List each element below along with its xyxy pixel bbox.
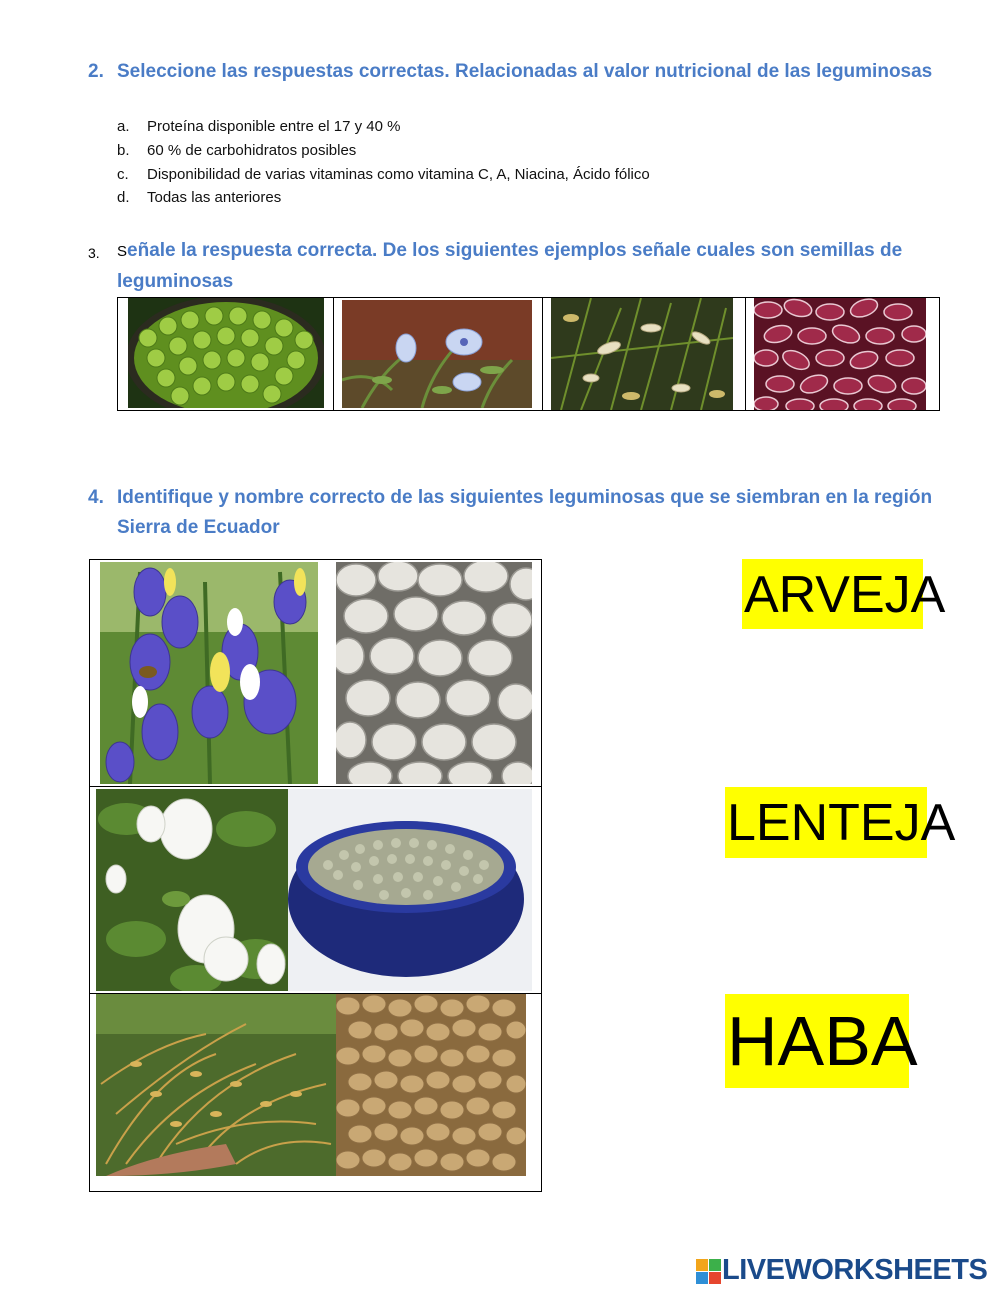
option-text: Proteína disponible entre el 17 y 40 % xyxy=(147,118,401,135)
answer-label-text: LENTEJA xyxy=(727,794,956,852)
legume-image-grid xyxy=(89,559,542,1192)
option-letter: b. xyxy=(117,141,130,159)
grid-row-3 xyxy=(90,994,541,1191)
dry-pods-photo xyxy=(551,298,733,410)
option-letter: c. xyxy=(117,165,129,183)
question-2-title xyxy=(88,57,948,87)
lentils-photo[interactable] xyxy=(336,994,526,1176)
legume-image-strip xyxy=(117,297,940,411)
white-beans-photo[interactable] xyxy=(336,562,532,784)
liveworksheets-logo-icon xyxy=(696,1259,722,1285)
question-number: 4. xyxy=(88,487,104,508)
red-kidney-beans-photo xyxy=(754,298,926,410)
image-cell-blue-flower[interactable] xyxy=(334,298,543,410)
image-cell-dry-pods[interactable] xyxy=(543,298,746,410)
question-text: eñale la respuesta correcta. De los siguientes ejemplos señale cuales son semillas de leguminosas xyxy=(117,240,903,292)
option-text: Disponibilidad de varias vitaminas como vitamina C, A, Niacina, Ácido fólico xyxy=(147,165,650,183)
question-number: 2. xyxy=(88,61,104,82)
green-peas-photo xyxy=(128,298,324,408)
answer-label-lenteja[interactable] xyxy=(725,787,956,858)
logo-text: LIVEWORKSHEETS xyxy=(722,1254,988,1286)
image-cell-red-beans[interactable] xyxy=(746,298,939,410)
question-text: Identifique y nombre correcto de las siguientes leguminosas que se siembran en la región Sierra de Ecuador xyxy=(117,487,933,538)
blue-flower-photo xyxy=(342,300,532,408)
question-first-letter: S xyxy=(117,243,128,260)
dry-lentil-plants-photo[interactable] xyxy=(96,994,336,1176)
bowl-of-dry-peas-photo[interactable] xyxy=(288,789,532,991)
white-bean-flowers-photo[interactable] xyxy=(96,789,288,991)
option-letter: a. xyxy=(117,118,130,135)
question-number: 3. xyxy=(88,245,100,261)
answer-label-arveja[interactable] xyxy=(742,559,946,629)
option-letter: d. xyxy=(117,189,130,207)
option-text: 60 % de carbohidratos posibles xyxy=(147,141,357,159)
answer-label-text: HABA xyxy=(727,1002,918,1080)
answer-label-text: ARVEJA xyxy=(744,566,946,624)
question-4-title xyxy=(88,483,948,543)
grid-row-1 xyxy=(90,560,541,787)
option-text: Todas las anteriores xyxy=(147,189,282,207)
grid-row-2 xyxy=(90,787,541,994)
lupin-flowers-photo[interactable] xyxy=(100,562,318,784)
image-cell-green-peas[interactable] xyxy=(118,298,334,410)
answer-label-haba[interactable] xyxy=(725,994,918,1088)
question-text: Seleccione las respuestas correctas. Relacionadas al valor nutricional de las leguminosas xyxy=(117,61,933,82)
question-3-title xyxy=(88,236,948,297)
